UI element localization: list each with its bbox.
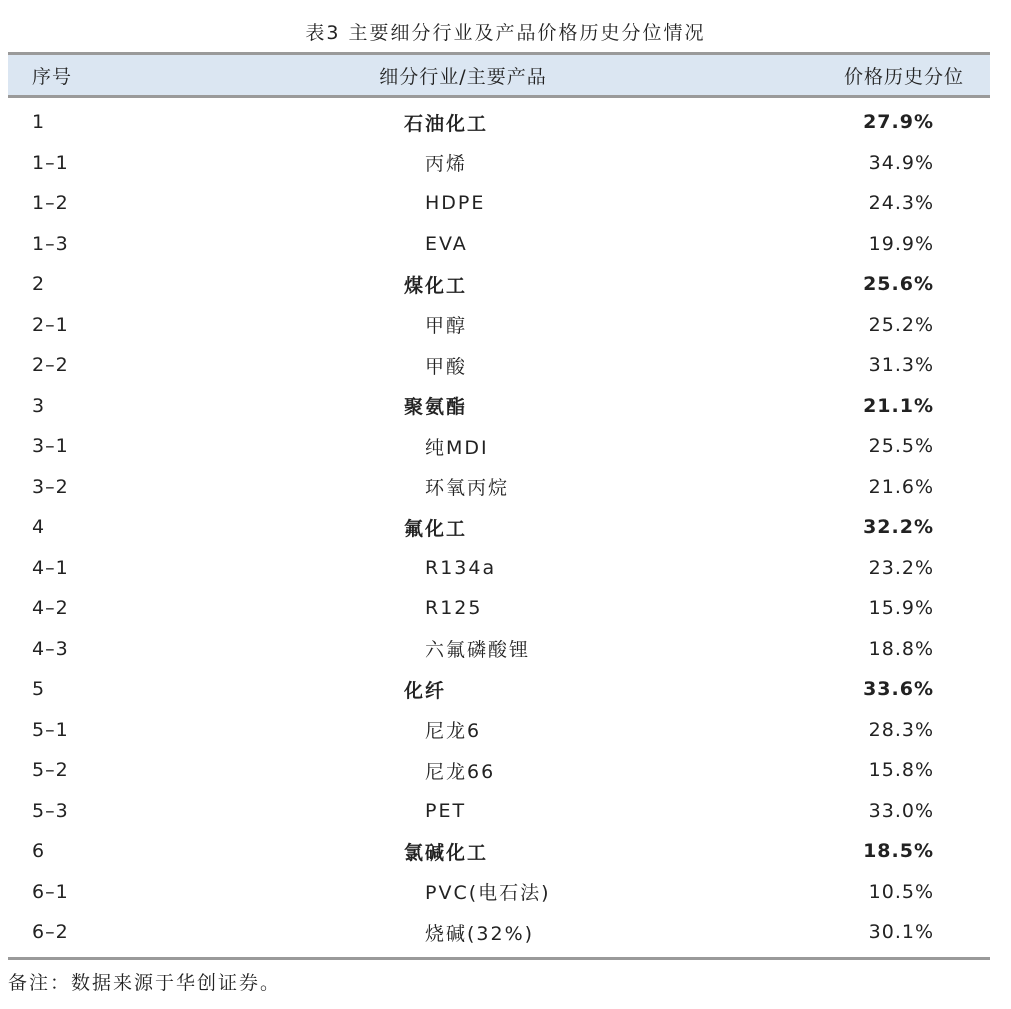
row-price-percentile: 15.9% — [868, 597, 934, 620]
row-price-percentile: 34.9% — [868, 151, 934, 174]
table-row — [8, 710, 990, 751]
header-serial-number: 序号 — [32, 65, 73, 88]
table-row — [8, 507, 990, 548]
row-serial-number: 1 — [32, 111, 46, 134]
row-industry-product: 氯碱化工 — [404, 841, 489, 864]
table-row — [8, 102, 990, 143]
table-row — [8, 426, 990, 467]
table-row — [8, 548, 990, 589]
row-serial-number: 4–3 — [32, 637, 69, 660]
header-industry-product: 细分行业/主要产品 — [379, 65, 547, 88]
row-price-percentile: 31.3% — [868, 354, 934, 377]
row-price-percentile: 33.6% — [863, 678, 934, 701]
table-row — [8, 224, 990, 265]
row-price-percentile: 30.1% — [868, 921, 934, 944]
row-serial-number: 1–3 — [32, 232, 69, 255]
row-industry-product: PVC(电石法) — [425, 882, 551, 905]
table-header — [8, 55, 990, 95]
table-row — [8, 264, 990, 305]
row-industry-product: 六氟磷酸锂 — [425, 639, 531, 662]
row-price-percentile: 33.0% — [868, 799, 934, 822]
row-price-percentile: 21.6% — [868, 475, 934, 498]
row-industry-product: 聚氨酯 — [404, 396, 468, 419]
row-industry-product: 纯MDI — [425, 436, 489, 459]
row-price-percentile: 15.8% — [868, 759, 934, 782]
row-serial-number: 3 — [32, 394, 46, 417]
row-price-percentile: 32.2% — [863, 516, 934, 539]
row-industry-product: 丙烯 — [425, 153, 468, 176]
row-industry-product: 环氧丙烷 — [425, 477, 510, 500]
table-row — [8, 143, 990, 184]
table-row — [8, 750, 990, 791]
table-row — [8, 629, 990, 670]
table-row — [8, 831, 990, 872]
table-row — [8, 912, 990, 953]
row-price-percentile: 18.8% — [868, 637, 934, 660]
table-row — [8, 467, 990, 508]
row-industry-product: 煤化工 — [404, 274, 468, 297]
row-price-percentile: 28.3% — [868, 718, 934, 741]
row-price-percentile: 10.5% — [868, 880, 934, 903]
row-serial-number: 1–2 — [32, 192, 69, 215]
table-body — [8, 98, 990, 953]
row-industry-product: EVA — [425, 232, 468, 255]
table-row — [8, 588, 990, 629]
price-percentile-table — [8, 52, 990, 960]
row-serial-number: 2–1 — [32, 313, 69, 336]
row-industry-product: 甲酸 — [425, 355, 468, 378]
row-price-percentile: 25.2% — [868, 313, 934, 336]
row-price-percentile: 25.6% — [863, 273, 934, 296]
row-industry-product: PET — [425, 799, 467, 822]
row-serial-number: 3–2 — [32, 475, 69, 498]
table-row — [8, 305, 990, 346]
row-serial-number: 6–1 — [32, 880, 69, 903]
row-serial-number: 1–1 — [32, 151, 69, 174]
row-serial-number: 4–1 — [32, 556, 69, 579]
row-serial-number: 2 — [32, 273, 46, 296]
row-industry-product: R134a — [425, 556, 497, 579]
row-industry-product: 尼龙66 — [425, 760, 496, 783]
table-row — [8, 386, 990, 427]
row-price-percentile: 25.5% — [868, 435, 934, 458]
table-caption: 表3 主要细分行业及产品价格历史分位情况 — [305, 22, 706, 44]
header-price-percentile: 价格历史分位 — [843, 65, 964, 88]
row-serial-number: 4 — [32, 516, 46, 539]
row-serial-number: 3–1 — [32, 435, 69, 458]
table-row — [8, 872, 990, 913]
row-serial-number: 5 — [32, 678, 46, 701]
row-serial-number: 6 — [32, 840, 46, 863]
row-serial-number: 5–2 — [32, 759, 69, 782]
row-price-percentile: 27.9% — [863, 111, 934, 134]
row-price-percentile: 23.2% — [868, 556, 934, 579]
row-serial-number: 5–3 — [32, 799, 69, 822]
row-serial-number: 6–2 — [32, 921, 69, 944]
row-serial-number: 4–2 — [32, 597, 69, 620]
row-industry-product: 氟化工 — [404, 517, 468, 540]
table-row — [8, 345, 990, 386]
row-industry-product: 石油化工 — [404, 112, 489, 135]
table-row — [8, 183, 990, 224]
source-note: 备注：数据来源于华创证券。 — [8, 972, 282, 994]
row-price-percentile: 18.5% — [863, 840, 934, 863]
row-serial-number: 5–1 — [32, 718, 69, 741]
row-industry-product: HDPE — [425, 192, 486, 215]
row-serial-number: 2–2 — [32, 354, 69, 377]
table-bottom-rule — [8, 957, 990, 960]
row-industry-product: 化纤 — [404, 679, 447, 702]
table-row — [8, 791, 990, 832]
table-row — [8, 669, 990, 710]
row-price-percentile: 24.3% — [868, 192, 934, 215]
row-industry-product: R125 — [425, 597, 483, 620]
row-industry-product: 甲醇 — [425, 315, 468, 338]
row-industry-product: 烧碱(32%) — [425, 922, 535, 945]
row-price-percentile: 19.9% — [868, 232, 934, 255]
row-price-percentile: 21.1% — [863, 394, 934, 417]
row-industry-product: 尼龙6 — [425, 720, 482, 743]
